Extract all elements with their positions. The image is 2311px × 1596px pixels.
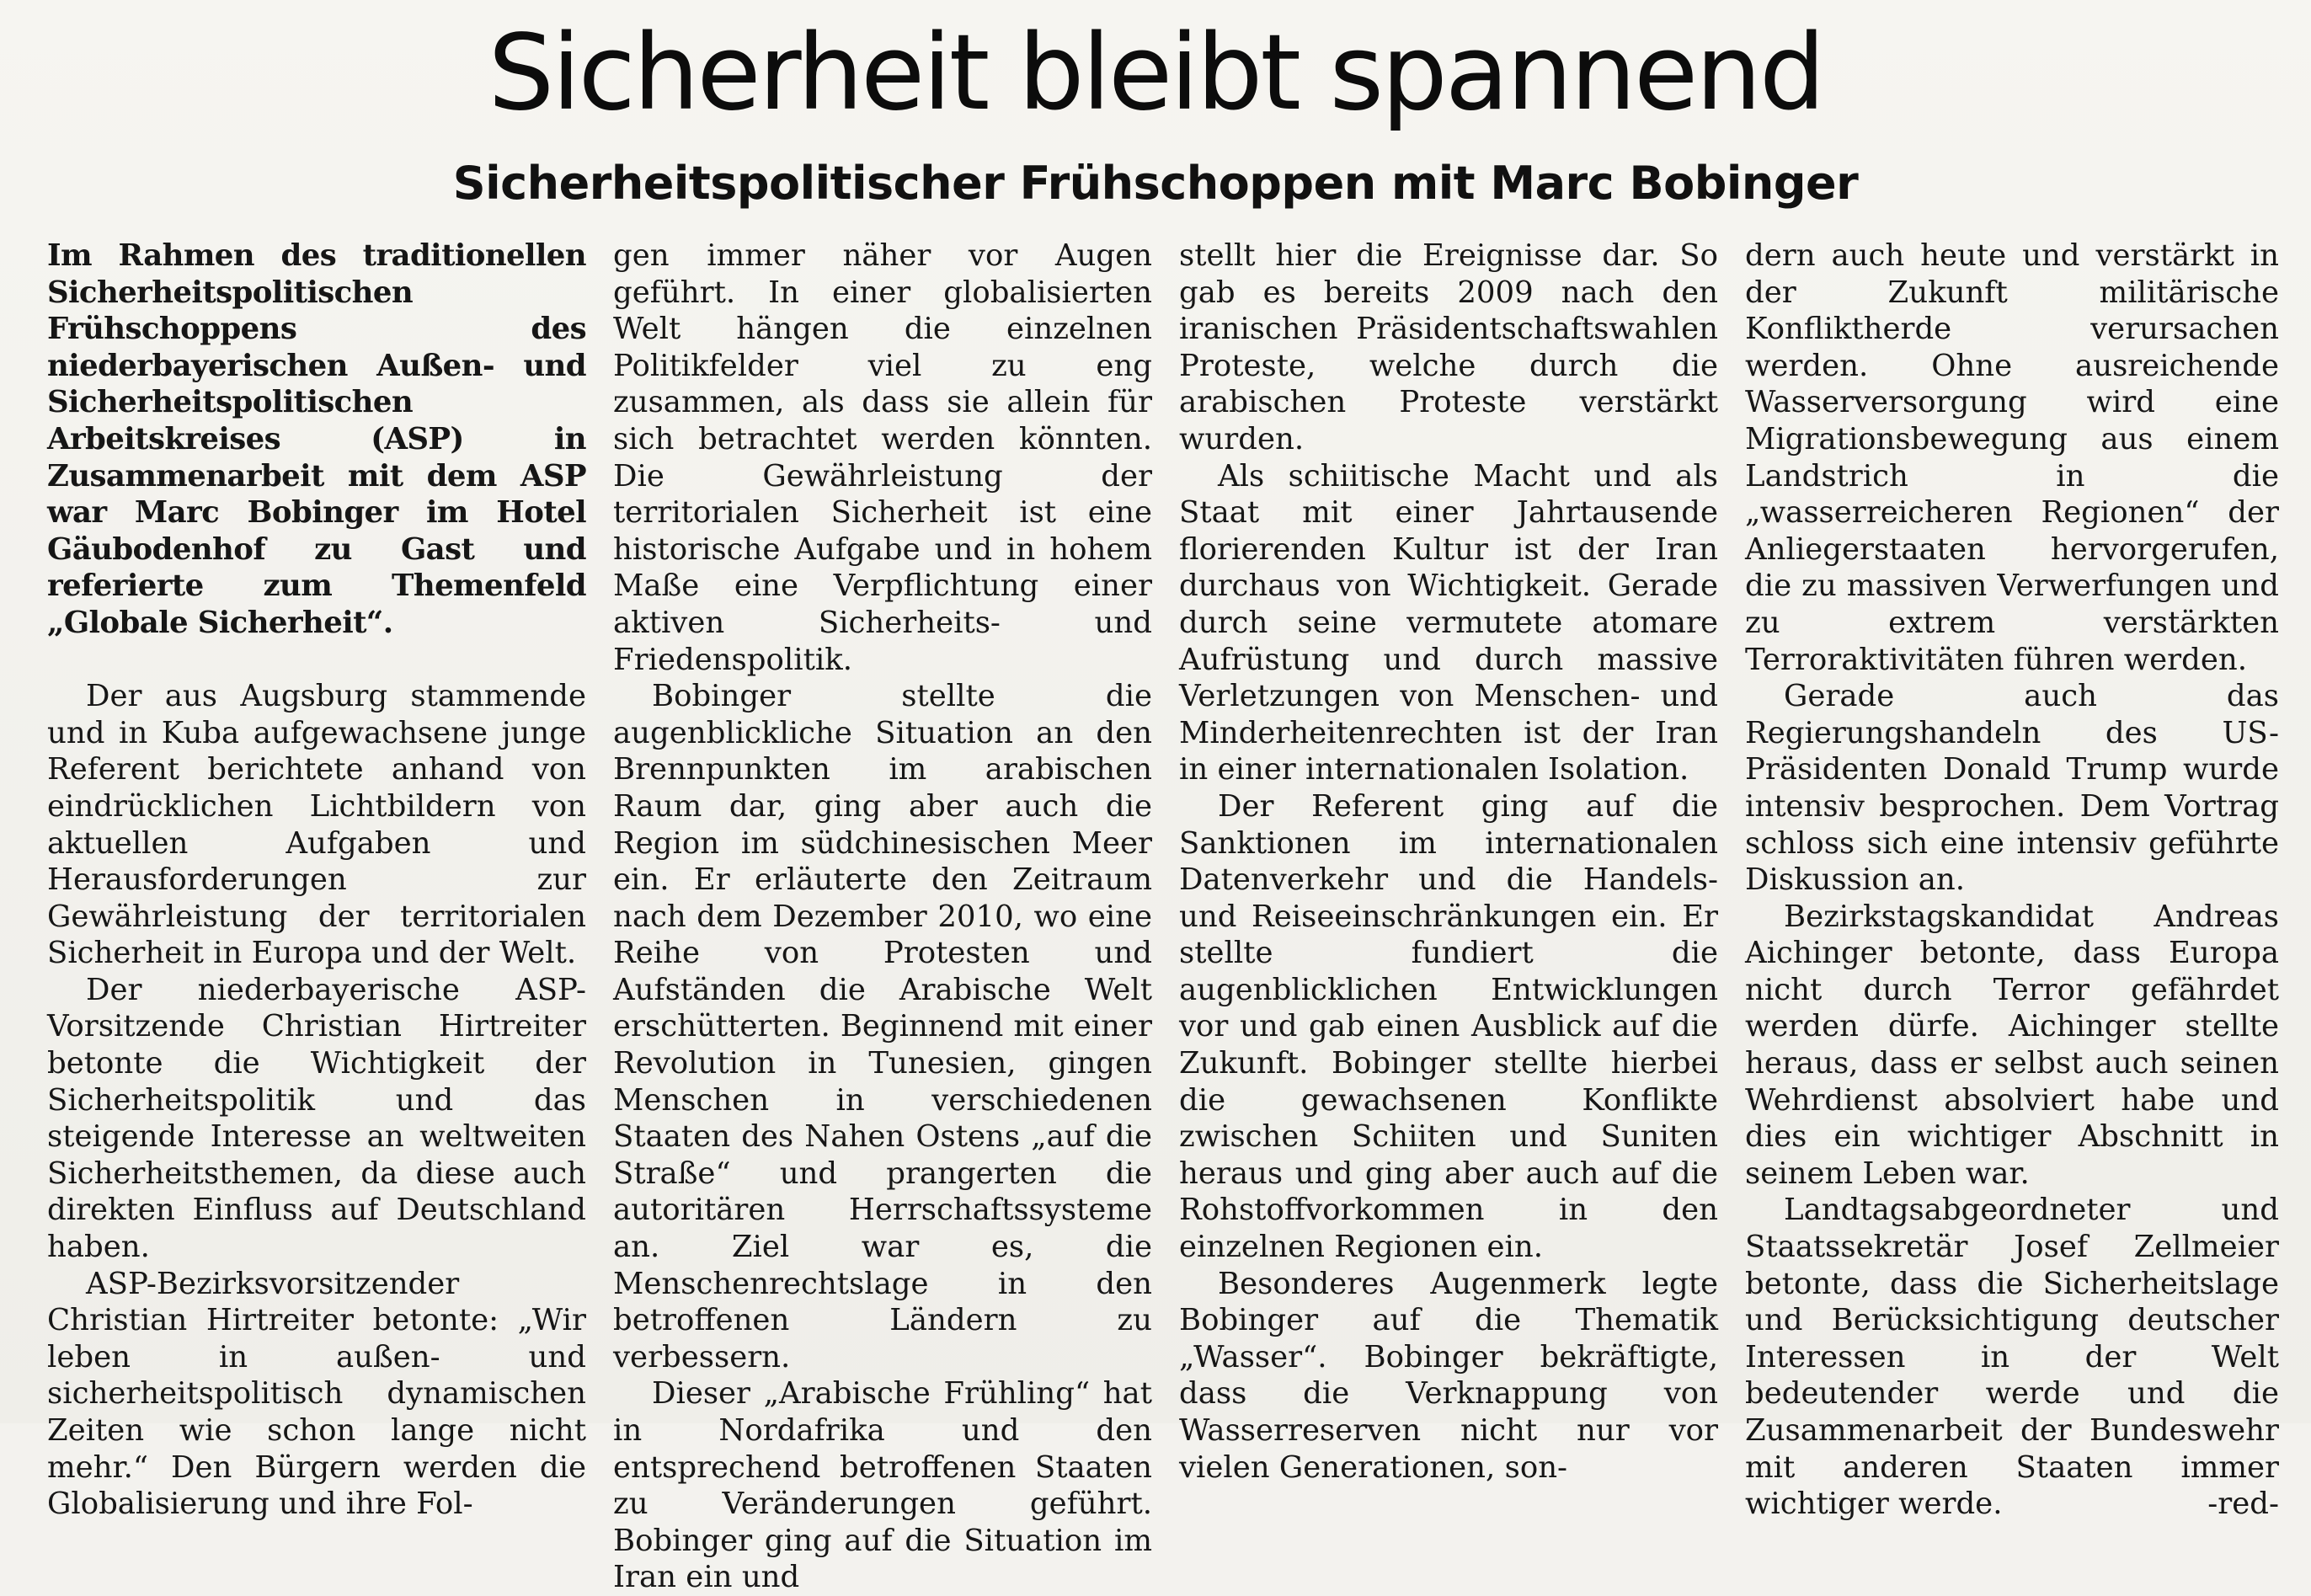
- article-column-4: [1745, 238, 2279, 1523]
- body-paragraph: stellt hier die Ereignisse dar. So gab es bereits 2009 nach den iranischen Präsidentschaftswahlen Proteste, welche durch die arabischen Proteste verstärkt wurden.: [1179, 238, 1718, 456]
- body-paragraph: Der Referent ging auf die Sanktionen im internationalen Datenverkehr und die Handels- und Reiseeinschränkungen ein. Er stellte fundiert die augenblicklichen Entwicklungen vor und gab einen Ausblick auf die Zukunft. Bobinger stellte hierbei die gewachsenen Konflikte zwischen Schiiten und Suniten heraus und ging aber auch auf die Rohstoffvorkommen in den einzelnen Regionen ein.: [1179, 788, 1718, 1265]
- article-column-2: [613, 238, 1152, 1596]
- article-column-3: [1179, 238, 1718, 1486]
- body-paragraph: Bezirkstagskandidat Andreas Aichinger betonte, dass Europa nicht durch Terror gefährdet werden dürfe. Aichinger stellte heraus, dass er selbst auch seinen Wehrdienst absolviert habe und dies ein wichtiger Abschnitt in seinem Leben war.: [1745, 899, 2279, 1191]
- body-paragraph: Dieser „Arabische Frühling“ hat in Nordafrika und den entsprechend betroffenen Staaten zu Veränderungen geführt. Bobinger ging auf die Situation im Iran ein und: [613, 1376, 1152, 1595]
- article-column-1: [47, 238, 586, 1523]
- body-paragraph: ASP-Bezirksvorsitzender Christian Hirtreiter betonte: „Wir leben in außen- und sicherheitspolitisch dynamischen Zeiten wie schon lange nicht mehr.“ Den Bürgern werden die Globalisierung und ihre Fol-: [47, 1266, 586, 1522]
- body-paragraph: Besonderes Augenmerk legte Bobinger auf die Thematik „Wasser“. Bobinger bekräftigte, dass die Verknappung von Wasserreserven nicht nur vor vielen Generationen, son-: [1179, 1266, 1718, 1485]
- body-paragraph: Bobinger stellte die augenblickliche Situation an den Brennpunkten im arabischen Raum dar, ging aber auch die Region im südchinesischen Meer ein. Er erläuterte den Zeitraum nach dem Dezember 2010, wo eine Reihe von Protesten und Aufständen die Arabische Welt erschütterten. Beginnend mit einer Revolution in Tunesien, gingen Menschen in verschiedenen Staaten des Nahen Ostens „auf die Straße“ und prangerten die autoritären Herrschaftssysteme an. Ziel war es, die Menschenrechtslage in den betroffenen Ländern zu verbessern.: [613, 679, 1152, 1374]
- body-paragraph-final: [1745, 1192, 2279, 1522]
- body-paragraph: Gerade auch das Regierungshandeln des US-Präsidenten Donald Trump wurde intensiv besprochen. Dem Vortrag schloss sich eine intensiv geführte Diskussion an.: [1745, 679, 2279, 898]
- lead-paragraph: Im Rahmen des traditionellen Sicherheitspolitischen Frühschoppens des niederbayerischen Außen- und Sicherheitspolitischen Arbeitskreises (ASP) in Zusammenarbeit mit dem ASP war Marc Bobinger im Hotel Gäubodenhof zu Gast und referierte zum Themenfeld „Globale Sicherheit“.: [47, 238, 586, 640]
- body-paragraph: dern auch heute und verstärkt in der Zukunft militärische Konfliktherde verursachen werden. Ohne ausreichende Wasserversorgung wird eine Migrationsbewegung aus einem Landstrich in die „wasserreicheren Regionen“ der Anliegerstaaten hervorgerufen, die zu massiven Verwerfungen und zu extrem verstärkten Terroraktivitäten führen werden.: [1745, 238, 2279, 677]
- author-signature: -red-: [2207, 1487, 2279, 1522]
- body-paragraph: Der aus Augsburg stammende und in Kuba aufgewachsene junge Referent berichtete anhand von eindrücklichen Lichtbildern von aktuellen Aufgaben und Herausforderungen zur Gewährleistung der territorialen Sicherheit in Europa und der Welt.: [47, 679, 586, 971]
- subheadline: Sicherheitspolitischer Frühschoppen mit Marc Bobinger: [452, 157, 1859, 210]
- final-paragraph-text: Landtagsabgeordneter und Staatssekretär Josef Zellmeier betonte, dass die Sicherheitslage und Berücksichtigung deutscher Interessen in der Welt bedeutender werde und die Zusammenarbeit der Bundeswehr mit anderen Staaten immer wichtiger werde.: [1745, 1193, 2279, 1522]
- body-paragraph: Der niederbayerische ASP-Vorsitzende Christian Hirtreiter betonte die Wichtigkeit der Sicherheitspolitik und das steigende Interesse an weltweiten Sicherheitsthemen, da diese auch direkten Einfluss auf Deutschland haben.: [47, 972, 586, 1265]
- headline: Sicherheit bleibt spannend: [488, 13, 1823, 134]
- body-paragraph: Als schiitische Macht und als Staat mit einer Jahrtausende florierenden Kultur ist der Iran durchaus von Wichtigkeit. Gerade durch seine vermutete atomare Aufrüstung und durch massive Verletzungen von Menschen- und Minderheitenrechten ist der Iran in einer internationalen Isolation.: [1179, 458, 1718, 787]
- body-paragraph: gen immer näher vor Augen geführt. In einer globalisierten Welt hängen die einzelnen Politikfelder viel zu eng zusammen, als dass sie allein für sich betrachtet werden könnten. Die Gewährleistung der territorialen Sicherheit ist eine historische Aufgabe und in hohem Maße eine Verpflichtung einer aktiven Sicherheits- und Friedenspolitik.: [613, 238, 1152, 677]
